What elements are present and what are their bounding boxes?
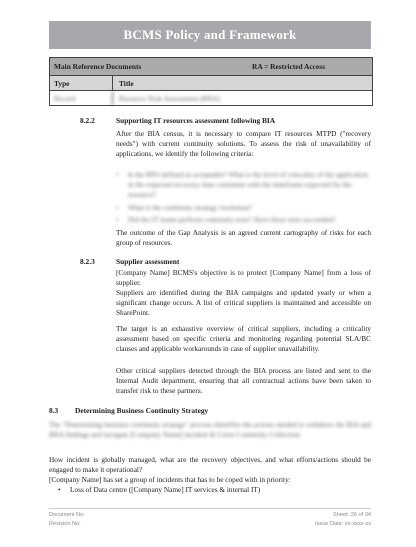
reference-table-heading: Main Reference Documents [54,62,142,71]
header-title-bar [49,21,371,49]
section-83-incident-list [58,485,358,495]
list-item: • What is the continuity strategy resolution? [116,203,371,213]
column-header-type: Type [50,76,113,90]
footer-document-number: Document No: [49,512,85,518]
section-823-p3: The target is an exhaustive overview of critical suppliers, including a criticality assessment based on specific criteria and monitoring regarding potential SLA/BC clauses and applicable workarounds in case of supplier unavailability. [116,324,371,353]
footer-sheet-number: Sheet: 26 of 34 [333,512,371,518]
section-822-number: 8.2.2 [80,116,95,125]
section-823-p4: Other critical suppliers detected through the BIA process are listed and sent to the Internal Audit department, ensuring that all contractual actions have been taken to transfer risk to these partners. [116,366,371,395]
section-83-title: Determining Business Continuity Strategy [75,406,209,415]
section-822-criteria-list [116,170,371,225]
reference-table-column-row [50,76,372,91]
reference-table-heading-row [50,58,372,76]
section-823-number: 8.2.3 [80,257,95,266]
page-title: BCMS Policy and Framework [123,27,297,42]
table-row [50,91,372,105]
reference-documents-table [49,57,373,106]
section-823-p2: Suppliers are identified during the BIA campaigns and updated yearly or when a significant change occurs. A list of critical suppliers is maintained and accessible on SharePoint. [116,288,371,317]
cell-type: Record [50,91,113,105]
section-83-number: 8.3 [49,406,59,415]
section-822-intro: After the BIA census, it is necessary to compare IT resources MTPD ("recovery needs") with current continuity solutions. To assess the risk of unavailability of applications, we identify the following criteria: [116,129,371,158]
cell-title: Resource Risk Assessment (RRA) [119,93,221,103]
section-823-p1: [Company Name] BCMS's objective is to protect [Company Name] from a loss of supplier. [116,268,371,287]
column-header-title: Title [119,78,134,88]
section-83-p1: How incident is globally managed, what are the recovery objectives, and what efforts/actions should be engaged to make it operational? [49,455,371,474]
restricted-access-note: RA = Restricted Access [252,62,325,71]
footer-divider [49,508,371,509]
list-item: • Loss of Data centre ([Company Name] IT services & internal IT) [58,485,358,495]
section-83-blurred-paragraph: The "Determining business continuity strategy" process identifies the actions needed to withdraw the BIA and BRA findings and navigate [Company Name] incident & Crisis Continuity Collection. [49,420,371,439]
section-822-title: Supporting IT resources assessment following BIA [116,116,276,125]
list-item: • Did the IT teams perform continuity tests? Have these tests succeeded? [116,215,371,225]
section-83-p2: [Company Name] has set a group of incidents that has to be coped with in priority: [49,475,291,484]
section-823-title: Supplier assessment [116,257,180,266]
section-822-outcome: The outcome of the Gap Analysis is an agreed current cartography of risks for each group of resources. [116,228,371,247]
list-item: • Is the RPO defined at acceptable? What is the level of criticality of the application in the expected recovery time consistent with the timeframe expected for the resource? [116,170,371,200]
footer-revision-number: Revision No: [49,521,81,527]
footer-issue-date: Issue Date: xx-xxxx-xx [315,521,371,527]
